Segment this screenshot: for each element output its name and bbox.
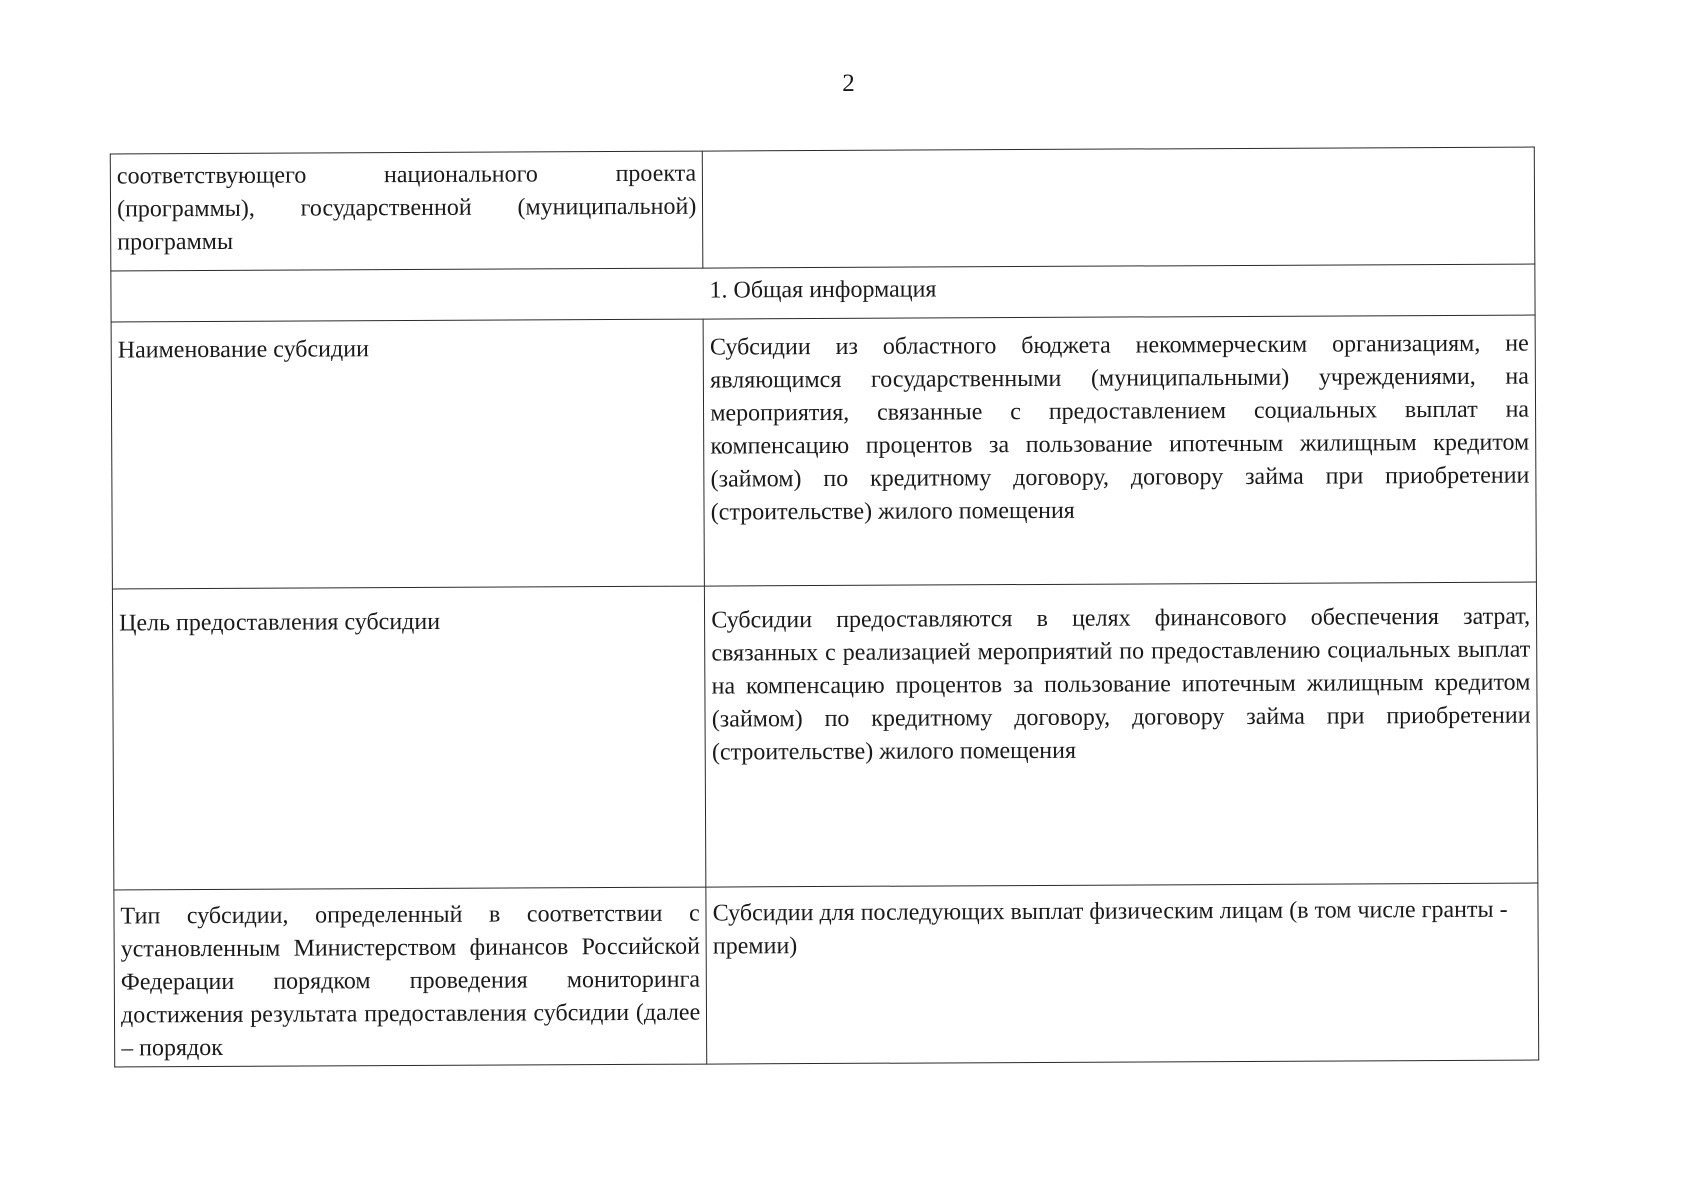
section-header-row (111, 264, 1535, 322)
table-row (112, 582, 1537, 890)
row-label-subsidy-type (114, 887, 707, 1067)
table-cell-empty (703, 147, 1535, 268)
row-value-subsidy-goal: Субсидии предоставляются в целях финансового обеспечения затрат, связанных с реализацией мероприятий по предоставлению социальных выплат на компенсацию процентов за пользование ипотечным жилищным кредитом (займом) по кредитному договору, договору займа при приобретении (строительстве) жилого помещения (705, 582, 1538, 887)
subsidy-info-table (110, 147, 1539, 1068)
table-row (114, 883, 1539, 1067)
row-value-subsidy-type: Субсидии для последующих выплат физическим лицам (в том числе гранты - премии) (706, 883, 1539, 1064)
table-row (110, 147, 1535, 271)
table-row (111, 315, 1536, 589)
row-label-subsidy-name: Наименование субсидии (111, 319, 705, 589)
row-value-subsidy-name: Субсидии из областного бюджета некоммерческим организациям, не являющимся государственными (муниципальными) учреждениями, на мероприятия, связанные с предоставлением социальных выплат на компенсацию процентов за пользование ипотечным жилищным кредитом (займом) по кредитному договору, договору займа при приобретении (строительстве) жилого помещения (703, 315, 1536, 586)
row-label-subsidy-goal: Цель предоставления субсидии (112, 586, 706, 890)
section-title: 1. Общая информация (111, 264, 1535, 322)
row-label-subsidy-type-text: Тип субсидии, определенный в соответствии с установленным Министерством финансов Российской Федерации порядком проведения мониторинга достижения результата предоставления субсидии (далее – порядок (120, 900, 701, 1062)
table-cell-program-continuation: соответствующего национального проекта (программы), государственной (муниципальной) программы (110, 151, 703, 271)
page-number: 2 (842, 70, 855, 97)
